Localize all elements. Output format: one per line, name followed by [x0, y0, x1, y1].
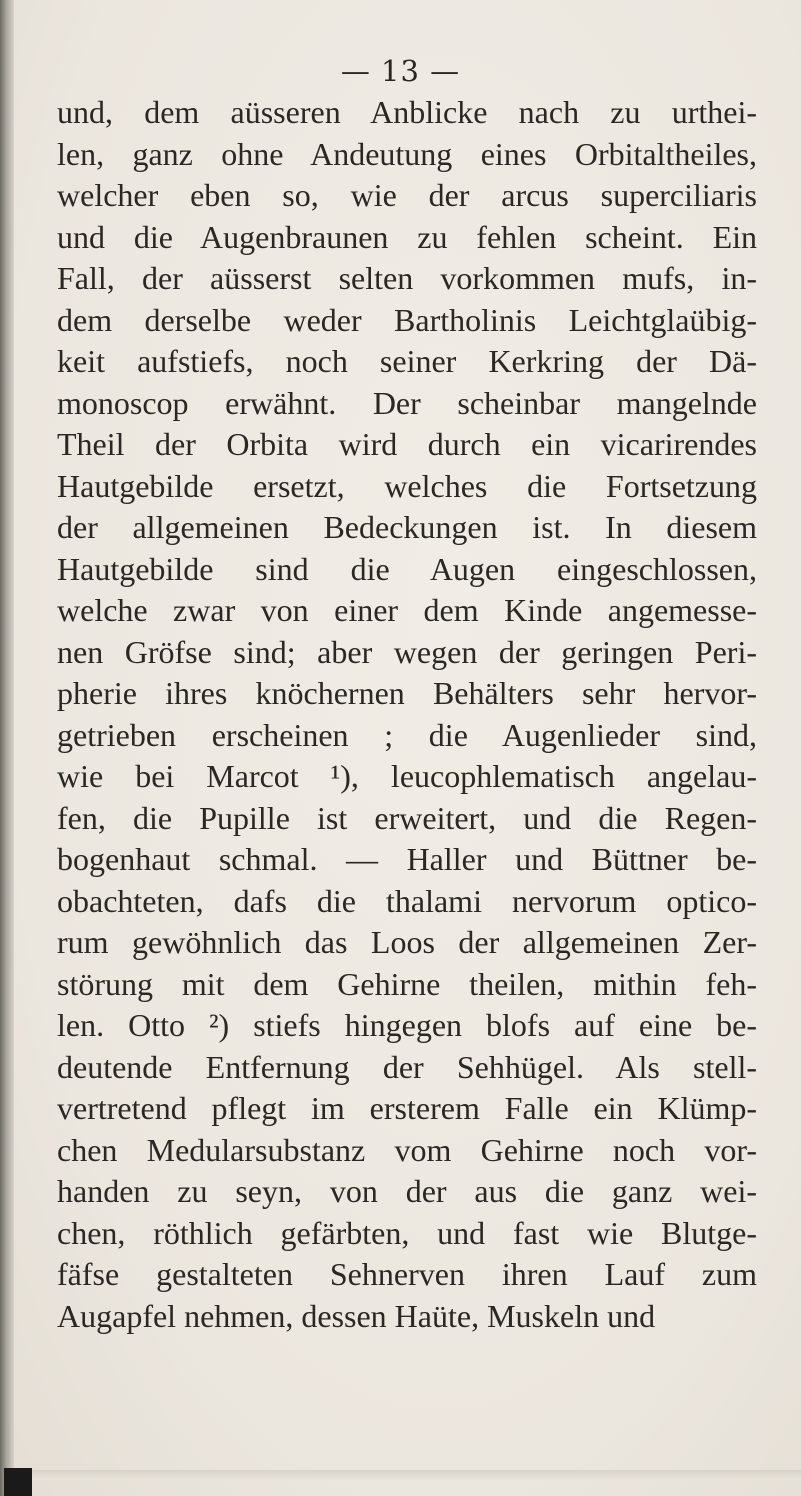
- text-line: vertretend pflegt im ersterem Falle ein Klümp-: [57, 1090, 757, 1126]
- text-line: welcher eben so, wie der arcus superciliaris: [57, 177, 757, 213]
- page-bottom-edge: [30, 1470, 801, 1480]
- text-line: handen zu seyn, von der aus die ganz wei-: [57, 1173, 757, 1209]
- body-text: [57, 92, 757, 1337]
- text-line: Theil der Orbita wird durch ein vicarirendes: [57, 426, 757, 462]
- book-spine-shadow: [0, 0, 14, 1496]
- text-line: störung mit dem Gehirne theilen, mithin feh-: [57, 965, 757, 1002]
- text-line: Fall, der aüsserst selten vorkommen mufs, in-: [57, 260, 757, 296]
- text-line: getrieben erscheinen ; die Augenlieder sind,: [57, 716, 757, 753]
- text-line: len. Otto ²) stiefs hingegen blofs auf eine be-: [57, 1007, 757, 1043]
- text-line: dem derselbe weder Bartholinis Leichtglaübig-: [57, 301, 757, 338]
- text-line: Hautgebilde sind die Augen eingeschlossen,: [57, 550, 757, 587]
- text-line: obachteten, dafs die thalami nervorum optico-: [57, 882, 757, 919]
- text-line: der allgemeinen Bedeckungen ist. In diesem: [57, 509, 757, 545]
- text-line: rum gewöhnlich das Loos der allgemeinen Zer-: [57, 924, 757, 960]
- text-line: welche zwar von einer dem Kinde angemesse-: [57, 592, 757, 628]
- text-line: Augapfel nehmen, dessen Haüte, Muskeln und: [57, 1297, 656, 1334]
- text-line: keit aufstiefs, noch seiner Kerkring der Dä-: [57, 343, 757, 379]
- text-line: len, ganz ohne Andeutung eines Orbitaltheiles,: [57, 135, 757, 172]
- text-line: monoscop erwähnt. Der scheinbar mangelnde: [57, 384, 757, 421]
- text-line: fen, die Pupille ist erweitert, und die Regen-: [57, 799, 757, 836]
- text-line: chen, röthlich gefärbten, und fast wie Blutge-: [57, 1214, 757, 1251]
- text-line: chen Medularsubstanz vom Gehirne noch vor-: [57, 1131, 757, 1168]
- text-line: und die Augenbraunen zu fehlen scheint. Ein: [57, 218, 757, 255]
- text-line: und, dem aüsseren Anblicke nach zu urthei-: [57, 94, 757, 130]
- text-line: bogenhaut schmal. — Haller und Büttner be-: [57, 841, 757, 877]
- text-line: fäfse gestalteten Sehnerven ihren Lauf zum: [57, 1256, 757, 1292]
- text-line: nen Gröfse sind; aber wegen der geringen Peri-: [57, 633, 757, 670]
- text-line: wie bei Marcot ¹), leucophlematisch angelau-: [57, 758, 757, 794]
- text-line: Hautgebilde ersetzt, welches die Fortsetzung: [57, 467, 757, 504]
- page-number: — 13 —: [340, 54, 461, 88]
- text-line: deutende Entfernung der Sehhügel. Als stell-: [57, 1048, 757, 1085]
- binding-mark: [4, 1468, 32, 1496]
- text-line: pherie ihres knöchernen Behälters sehr hervor-: [57, 675, 757, 711]
